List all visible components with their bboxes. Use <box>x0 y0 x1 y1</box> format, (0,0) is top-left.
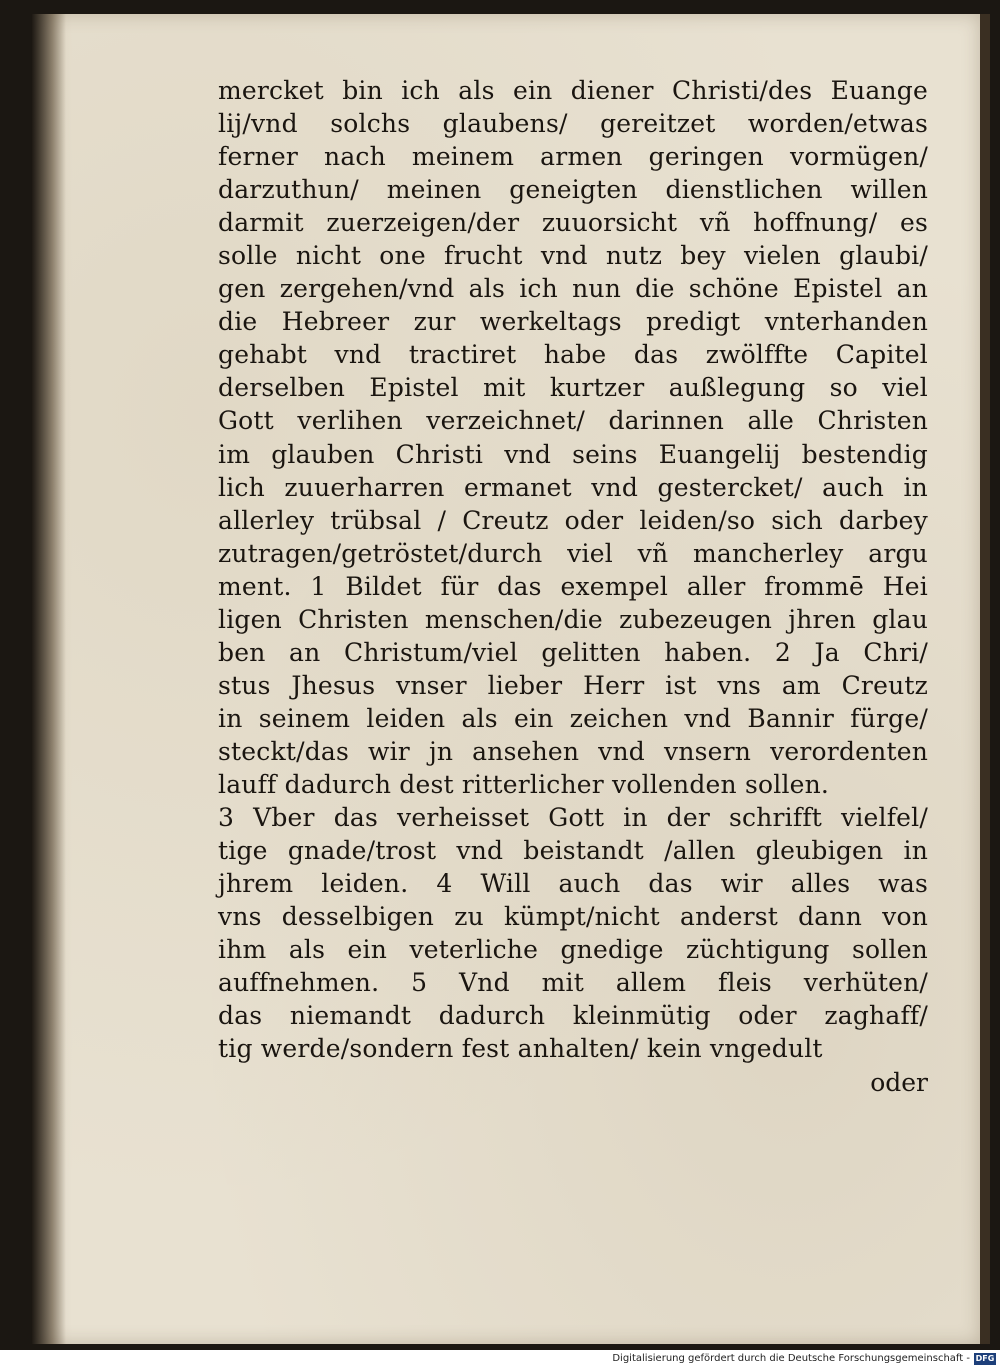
dfg-logo-icon: DFG <box>975 1354 995 1363</box>
catchword: oder <box>870 1068 928 1097</box>
text-line: ihm als ein veterliche gnedige züchtigung sollen <box>218 935 928 965</box>
text-line: stus Jhesus vnser lieber Herr ist vns am Creutz <box>218 670 928 700</box>
footer-credit: Digitalisierung gefördert durch die Deutsche Forschungsgemeinschaft - <box>612 1353 970 1364</box>
text-line: ligen Christen menschen/die zubezeugen jhren glau <box>218 604 928 634</box>
text-line: steckt/das wir jn ansehen vnd vnsern verordenten <box>218 736 928 766</box>
footer-bar <box>0 1350 1000 1367</box>
text-line: lij/vnd solchs glaubens/ gereitzet worden/etwas <box>218 109 928 139</box>
text-line: die Hebreer zur werkeltags predigt vnterhanden <box>218 307 928 337</box>
text-line: 3 Vber das verheisset Gott in der schrifft vielfel/ <box>218 803 928 833</box>
text-line: das niemandt dadurch kleinmütig oder zaghaff/ <box>218 1001 928 1031</box>
text-line: gehabt vnd tractiret habe das zwölffte Capitel <box>218 340 928 370</box>
text-line: vns desselbigen zu kümpt/nicht anderst dann von <box>218 902 928 932</box>
text-line: tig werde/sondern fest anhalten/ kein vngedult <box>218 1034 823 1064</box>
text-line: darmit zuerzeigen/der zuuorsicht vñ hoffnung/ es <box>218 208 928 238</box>
body-text <box>218 74 928 1065</box>
text-line: lauff dadurch dest ritterlicher vollenden sollen. <box>218 769 830 799</box>
text-line: auffnehmen. 5 Vnd mit allem fleis verhüten/ <box>218 968 928 998</box>
text-line: tige gnade/trost vnd beistandt /allen gleubigen in <box>218 836 928 866</box>
text-line: allerley trübsal / Creutz oder leiden/so sich darbey <box>218 505 928 535</box>
text-line: ben an Christum/viel gelitten haben. 2 Ja Chri/ <box>218 637 928 667</box>
text-line: solle nicht one frucht vnd nutz bey vielen glaubi/ <box>218 241 928 271</box>
text-line: zutragen/getröstet/durch viel vñ mancherley argu <box>218 538 928 568</box>
text-line: ment. 1 Bildet für das exempel aller frommē Hei <box>218 571 928 601</box>
page-edge <box>980 14 990 1344</box>
text-line: darzuthun/ meinen geneigten dienstlichen willen <box>218 175 928 205</box>
text-line: gen zergehen/vnd als ich nun die schöne Epistel an <box>218 274 928 304</box>
text-line: in seinem leiden als ein zeichen vnd Bannir fürge/ <box>218 703 928 733</box>
text-line: lich zuuerharren ermanet vnd gestercket/ auch in <box>218 472 928 502</box>
binding-shadow <box>32 14 66 1344</box>
text-line: jhrem leiden. 4 Will auch das wir alles was <box>218 869 928 899</box>
text-line: mercket bin ich als ein diener Christi/des Euange <box>218 76 928 105</box>
text-line: derselben Epistel mit kurtzer außlegung so viel <box>218 373 928 403</box>
text-line: im glauben Christi vnd seins Euangelij bestendig <box>218 439 928 469</box>
text-line: Gott verlihen verzeichnet/ darinnen alle Christen <box>218 406 928 436</box>
text-line: ferner nach meinem armen geringen vormügen/ <box>218 142 928 172</box>
